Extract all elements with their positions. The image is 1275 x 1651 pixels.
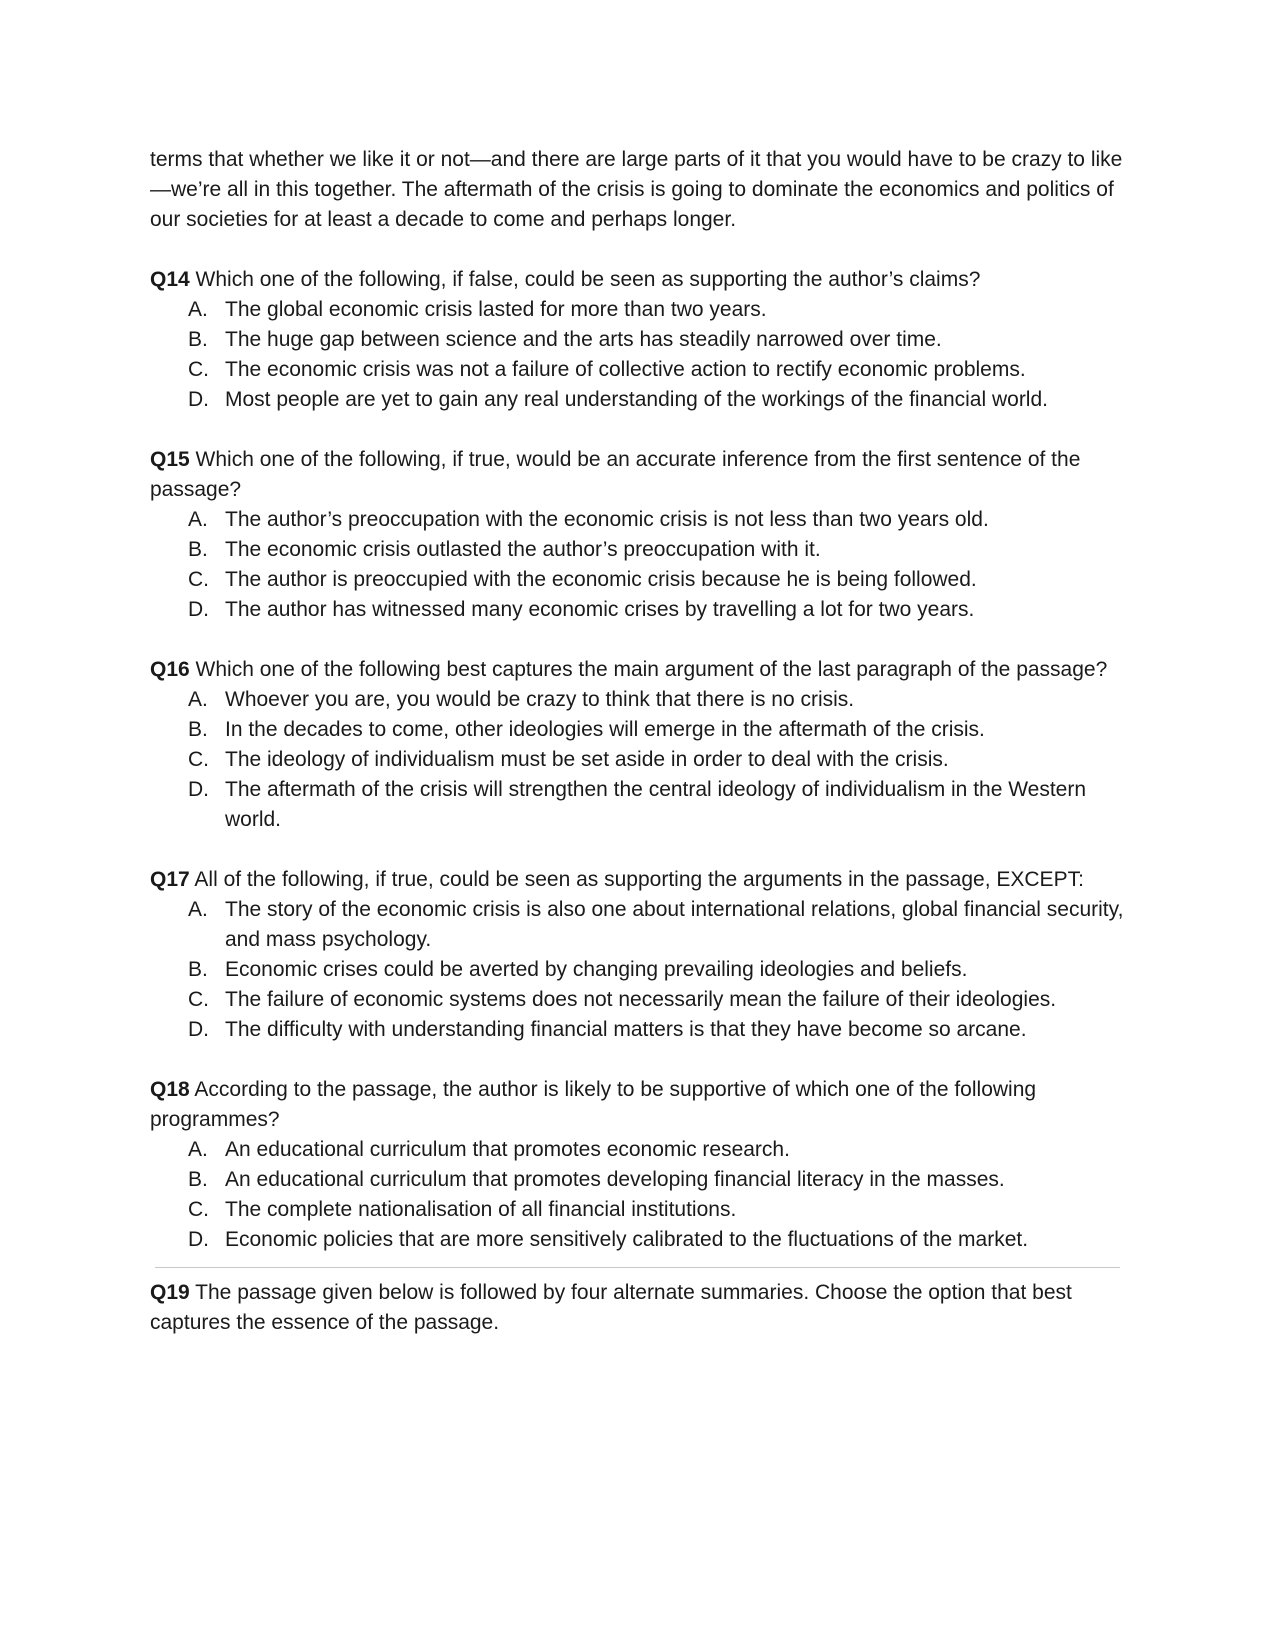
option-text: The difficulty with understanding financial matters is that they have become so arcane. xyxy=(225,1018,1027,1041)
option-letter: C. xyxy=(188,988,209,1011)
question-text: The passage given below is followed by four alternate summaries. Choose the option that best captures the essence of the passage. xyxy=(150,1281,1072,1334)
option-letter: D. xyxy=(188,598,209,621)
option-text: An educational curriculum that promotes developing financial literacy in the masses. xyxy=(225,1168,1005,1191)
question-number: Q18 xyxy=(150,1078,190,1101)
question-q17 xyxy=(150,865,1130,1045)
option-text: The aftermath of the crisis will strengthen the central ideology of individualism in the Western world. xyxy=(225,778,1087,831)
option-b[interactable] xyxy=(150,715,1130,745)
option-letter: D. xyxy=(188,1018,209,1041)
option-letter: B. xyxy=(188,958,208,981)
option-text: The author’s preoccupation with the economic crisis is not less than two years old. xyxy=(225,508,989,531)
section-divider xyxy=(155,1267,1120,1268)
option-list xyxy=(150,505,1130,625)
option-b[interactable] xyxy=(150,535,1130,565)
question-number: Q19 xyxy=(150,1281,190,1304)
option-c[interactable] xyxy=(150,745,1130,775)
question-q16 xyxy=(150,655,1130,835)
option-c[interactable] xyxy=(150,355,1130,385)
option-letter: D. xyxy=(188,388,209,411)
question-text: Which one of the following, if false, could be seen as supporting the author’s claims? xyxy=(195,268,981,291)
question-number: Q16 xyxy=(150,658,190,681)
option-list xyxy=(150,685,1130,835)
option-b[interactable] xyxy=(150,955,1130,985)
question-text: Which one of the following best captures the main argument of the last paragraph of the passage? xyxy=(195,658,1108,681)
option-letter: C. xyxy=(188,748,209,771)
option-text: The economic crisis was not a failure of collective action to rectify economic problems. xyxy=(225,358,1026,381)
option-d[interactable] xyxy=(150,385,1130,415)
option-list xyxy=(150,1135,1130,1255)
option-c[interactable] xyxy=(150,985,1130,1015)
option-letter: D. xyxy=(188,778,209,801)
question-q14 xyxy=(150,265,1130,415)
option-b[interactable] xyxy=(150,1165,1130,1195)
option-text: Economic policies that are more sensitively calibrated to the fluctuations of the market. xyxy=(225,1228,1029,1251)
option-letter: B. xyxy=(188,328,208,351)
option-text: The author is preoccupied with the economic crisis because he is being followed. xyxy=(225,568,977,591)
question-q15 xyxy=(150,445,1130,625)
option-text: The failure of economic systems does not necessarily mean the failure of their ideologies. xyxy=(225,988,1057,1011)
option-b[interactable] xyxy=(150,325,1130,355)
option-list xyxy=(150,295,1130,415)
question-stem xyxy=(150,655,1130,685)
option-text: The author has witnessed many economic crises by travelling a lot for two years. xyxy=(225,598,975,621)
option-letter: C. xyxy=(188,1198,209,1221)
option-d[interactable] xyxy=(150,595,1130,625)
question-text: According to the passage, the author is likely to be supportive of which one of the following programmes? xyxy=(150,1078,1037,1131)
option-d[interactable] xyxy=(150,1015,1130,1045)
question-number: Q17 xyxy=(150,868,190,891)
question-number: Q14 xyxy=(150,268,190,291)
option-letter: B. xyxy=(188,1168,208,1191)
option-letter: B. xyxy=(188,538,208,561)
question-q18 xyxy=(150,1075,1130,1255)
option-c[interactable] xyxy=(150,1195,1130,1225)
option-text: Economic crises could be averted by changing prevailing ideologies and beliefs. xyxy=(225,958,968,981)
option-a[interactable] xyxy=(150,895,1130,955)
option-d[interactable] xyxy=(150,1225,1130,1255)
option-letter: A. xyxy=(188,1138,208,1161)
question-stem xyxy=(150,1278,1130,1338)
option-a[interactable] xyxy=(150,295,1130,325)
question-stem xyxy=(150,445,1130,505)
option-list xyxy=(150,895,1130,1045)
option-letter: B. xyxy=(188,718,208,741)
option-letter: C. xyxy=(188,358,209,381)
option-a[interactable] xyxy=(150,685,1130,715)
option-text: The huge gap between science and the arts has steadily narrowed over time. xyxy=(225,328,942,351)
question-number: Q15 xyxy=(150,448,190,471)
option-letter: A. xyxy=(188,898,208,921)
document-page xyxy=(150,145,1130,1368)
option-text: In the decades to come, other ideologies will emerge in the aftermath of the crisis. xyxy=(225,718,985,741)
option-text: The economic crisis outlasted the author’s preoccupation with it. xyxy=(225,538,821,561)
option-text: An educational curriculum that promotes economic research. xyxy=(225,1138,790,1161)
option-a[interactable] xyxy=(150,1135,1130,1165)
option-d[interactable] xyxy=(150,775,1130,835)
option-c[interactable] xyxy=(150,565,1130,595)
option-letter: A. xyxy=(188,688,208,711)
option-text: The global economic crisis lasted for more than two years. xyxy=(225,298,767,321)
option-letter: A. xyxy=(188,508,208,531)
question-q19 xyxy=(150,1278,1130,1338)
option-text: Whoever you are, you would be crazy to think that there is no crisis. xyxy=(225,688,855,711)
question-stem xyxy=(150,1075,1130,1135)
question-stem xyxy=(150,865,1130,895)
option-letter: C. xyxy=(188,568,209,591)
intro-paragraph: terms that whether we like it or not—and there are large parts of it that you would have to be crazy to like—we’re all in this together. The aftermath of the crisis is going to dominate the economics and politics of our societies for at least a decade to come and perhaps longer. xyxy=(150,148,1123,231)
option-text: The story of the economic crisis is also one about international relations, global financial security, and mass psychology. xyxy=(225,898,1124,951)
option-a[interactable] xyxy=(150,505,1130,535)
option-letter: A. xyxy=(188,298,208,321)
question-text: Which one of the following, if true, would be an accurate inference from the first sentence of the passage? xyxy=(150,448,1081,501)
question-text: All of the following, if true, could be seen as supporting the arguments in the passage, EXCEPT: xyxy=(194,868,1084,891)
option-text: The ideology of individualism must be set aside in order to deal with the crisis. xyxy=(225,748,949,771)
option-text: The complete nationalisation of all financial institutions. xyxy=(225,1198,737,1221)
question-stem xyxy=(150,265,1130,295)
option-letter: D. xyxy=(188,1228,209,1251)
option-text: Most people are yet to gain any real understanding of the workings of the financial world. xyxy=(225,388,1048,411)
